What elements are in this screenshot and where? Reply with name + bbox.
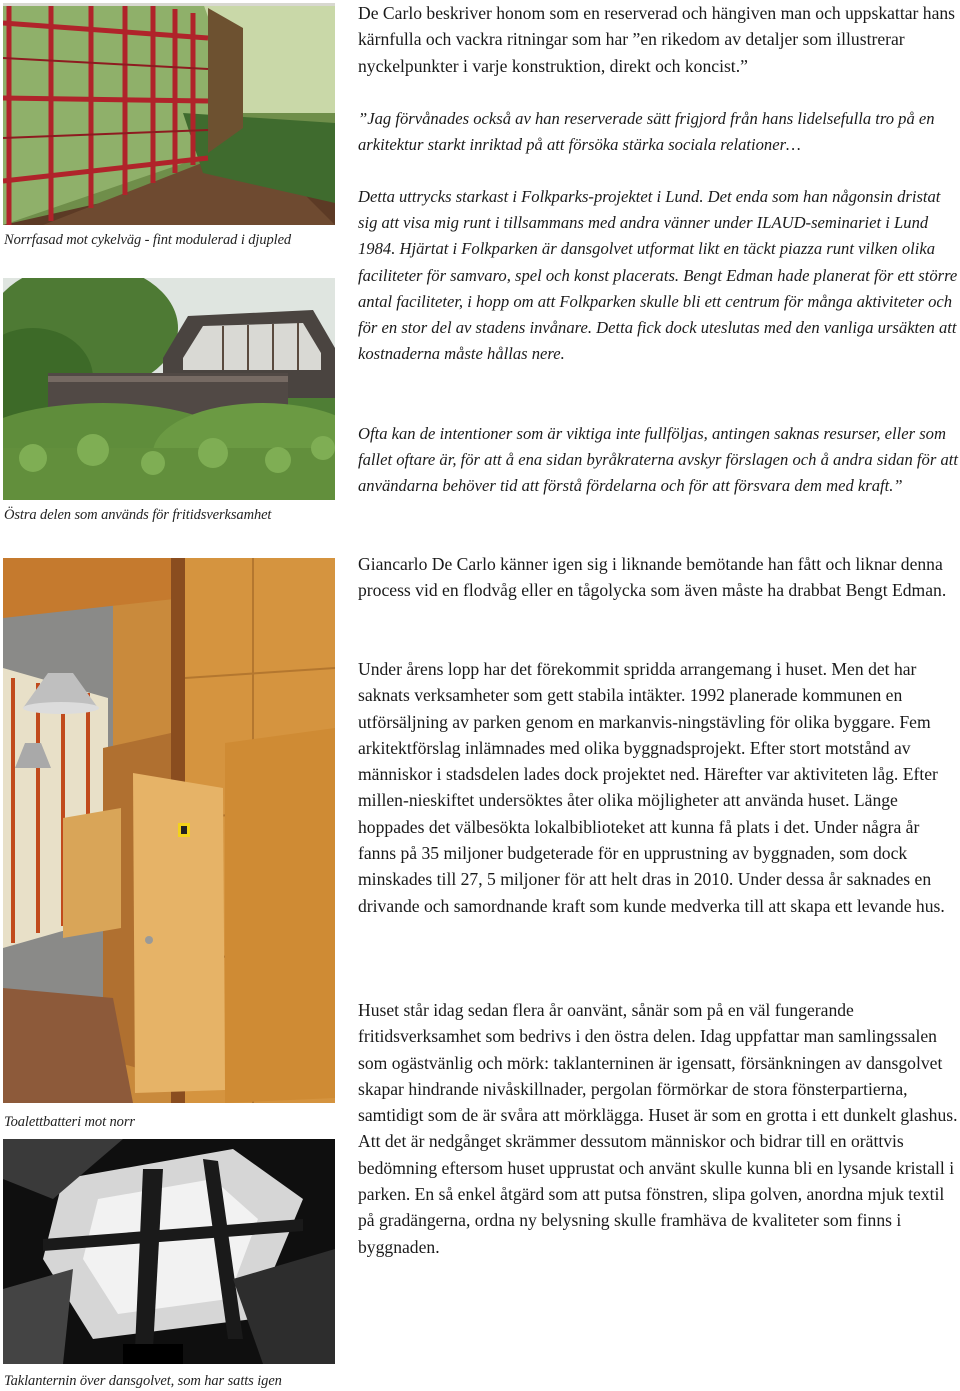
paragraph-today: Huset står idag sedan flera år oanvänt, sånär som på en väl fungerande fritidsverksamhet som bedrivs i den östra delen. Idag uppfattar man samlingssalen som ogästvänlig och mörk: taklanterninen är igensatt, försänkningen av dansgolvet skapar hindrande nivåskillnader, pergolan förmörkar de stora fönsterpartierna, samtidigt som de är svåra att mörklägga. Huset är som en grotta i ett dunkelt glashus. Att det är nedgånget skrämmer dessutom människor och bidrar till en orättvis bedömning eftersom huset upprustat och använt skulle kunna bli en lysande kristall i parken. En så enkel åtgärd som att putsa fönstren, slipa golven, anordna mjuk textil på gradängerna, ordna ny belysning skulle framhäva de kvaliteter som finns i byggnaden. bbox=[358, 1000, 958, 1257]
photo-roof-lantern bbox=[3, 1139, 335, 1364]
paragraph-quote-start: ”Jag förvånades också av han reserverade sätt frigjord från hans lidelsefulla tro på en arkitektur starkt inriktad på att försöka stärka sociala relationer… bbox=[358, 109, 935, 155]
photo-east-part bbox=[3, 278, 335, 500]
text-block-history bbox=[358, 656, 958, 919]
paragraph-decarlo: Giancarlo De Carlo känner igen sig i liknande bemötande han fått och liknar denna process vid en flodvåg eller en tågolycka som även måste ha drabbat Bengt Edman. bbox=[358, 554, 947, 601]
text-block-decarlo bbox=[358, 551, 958, 604]
photo-north-facade bbox=[3, 3, 335, 225]
roof-lantern-image bbox=[3, 1139, 335, 1364]
toilet-block-image bbox=[3, 558, 335, 1103]
paragraph-history: Under årens lopp har det förekommit spridda arrangemang i huset. Men det har saknats verksamheter som gett stabila intäkter. 1992 planerade kommunen en utförsäljning av parken genom en markanvis-ningstävling för olika byggare. Fem arkitektförslag inlämnades med olika byggnadsprojekt. Efter stort motstånd av människor i stadsdelen lades dock projektet ned. Härefter var aktiviteten låg. Efter millen-nieskiftet undersöktes åter olika möjligheter att använda huset. Länge hoppades det välbesökta lokalbiblioteket att kunna få plats i det. Under några år fanns på 35 miljoner budgeterade för en upprustning av byggnaden, som dock minskades till 27, 5 miljoner för att helt dras in 2010. Under dessa år saknades en drivande och samordnande kraft som kunde medverka till att skapa ett levande hus. bbox=[358, 659, 945, 916]
paragraph-intro: De Carlo beskriver honom som en reserverad och hängiven man och uppskattar hans kärnfulla och vackra ritningar som har ”en rikedom av detaljer som illustrerar nyckelpunkter i varje konstruktion, direkt och koncist.” bbox=[358, 3, 956, 76]
text-block-intentions bbox=[358, 421, 958, 500]
caption-east-part: Östra delen som används för fritidsverksamhet bbox=[4, 507, 272, 523]
caption-toilet-block: Toalettbatteri mot norr bbox=[4, 1114, 135, 1130]
north-facade-image bbox=[3, 3, 335, 225]
paragraph-intentions: Ofta kan de intentioner som är viktiga inte fullföljas, antingen saknas resurser, eller som fallet oftare är, för att å ena sidan byråkraterna avskyr förslagen och å andra sidan för att användarna behöver tid att förstå fördelarna och för att försvara dem med kraft.” bbox=[358, 424, 958, 496]
text-block-today bbox=[358, 997, 958, 1260]
caption-roof-lantern: Taklanternin över dansgolvet, som har satts igen bbox=[4, 1373, 282, 1389]
caption-north-facade: Norrfasad mot cykelväg - fint modulerad i djupled bbox=[4, 232, 292, 248]
photo-toilet-block bbox=[3, 558, 335, 1103]
text-block-quote bbox=[358, 106, 958, 158]
text-block-intro bbox=[358, 0, 958, 79]
text-block-folkpark bbox=[358, 184, 958, 367]
paragraph-folkpark: Detta uttrycks starkast i Folkparks-projektet i Lund. Det enda som han någonsin dristat sig att visa mig runt i tillsammans med andra vänner under ILAUD-seminariet i Lund 1984. Hjärtat i Folkparken är dansgolvet utformat likt en täckt piazza runt vilken olika faciliteter för samvaro, spel och konst placerats. Bengt Edman hade planerat för ett större antal faciliteter, i hopp om att Folkparken skulle bli ett centrum för många aktiviteter och för en stor del av stadens invånare. Detta fick dock uteslutas med den vanliga ursäkten att kostnaderna måste hållas nere. bbox=[358, 187, 958, 364]
east-part-image bbox=[3, 278, 335, 500]
